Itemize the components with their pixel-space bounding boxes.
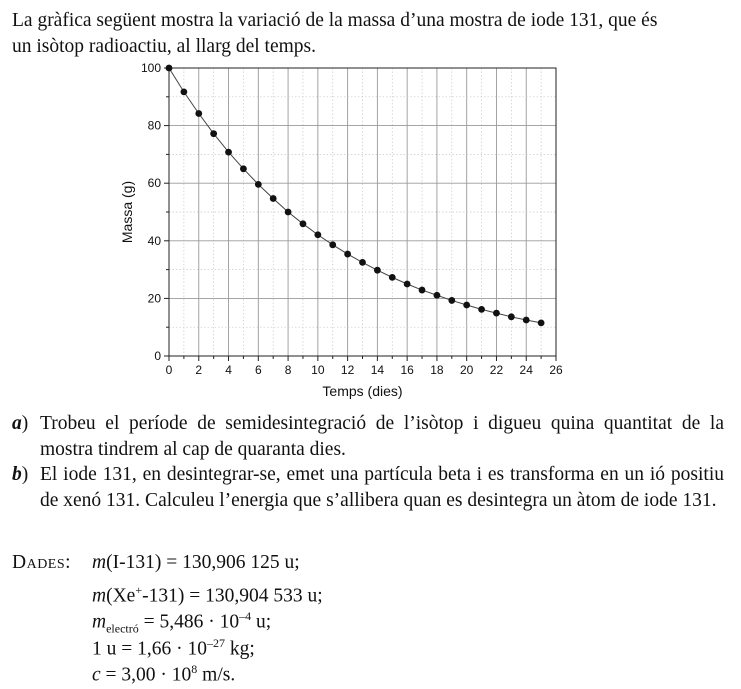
y-tick-label: 100 [140, 62, 161, 75]
y-tick-label: 40 [147, 233, 161, 248]
data-point [285, 209, 292, 216]
data-point [255, 181, 262, 188]
data-rows [92, 550, 323, 686]
data-point [538, 319, 545, 326]
y-tick-labels [141, 62, 161, 363]
data-point [448, 297, 455, 304]
intro-line-1: La gràfica següent mostra la variació de la massa d’una mostra de iode 131, que és [12, 10, 658, 31]
data-point [195, 110, 202, 117]
data-row-mass-xe131: m(Xe+-131) = 130,904 533 u; [92, 582, 323, 606]
y-tick-label: 20 [147, 291, 161, 306]
data-point [478, 306, 485, 313]
data-row-amu: 1 $u = 1,66 \cdot 10^{-27}$ kg; [92, 635, 255, 659]
data-heading: Dades: [12, 552, 72, 573]
x-tick-label: 18 [430, 363, 444, 377]
x-tick-label: 26 [549, 363, 563, 377]
data-row-light-speed: $c = 3,00 \cdot 10^8$ m/s. [92, 662, 236, 686]
data-point [180, 89, 187, 96]
y-tick-label: 80 [147, 118, 161, 133]
x-axis-title: Temps (dies) [322, 383, 403, 399]
data-point [225, 149, 232, 156]
x-tick-label: 4 [225, 363, 232, 377]
data-point [270, 195, 277, 202]
y-tick-label: 60 [147, 176, 161, 191]
x-tick-label: 10 [311, 363, 325, 377]
data-point [493, 310, 500, 317]
data-point [166, 65, 173, 72]
question-a-label: a [12, 413, 22, 434]
x-tick-label: 2 [195, 363, 203, 377]
x-tick-label: 0 [165, 363, 173, 377]
axis-ticks [164, 68, 556, 361]
intro-line-2: un isòtop radioactiu, al llarg del temps. [12, 36, 316, 57]
data-row-mass-i131: m(I-131) = 130,906 125 u; [92, 552, 300, 573]
data-point [240, 165, 247, 172]
question-b-text: El iode 131, en desintegrar-se, emet una partícula beta i es transforma en un ió positiu de xenó 131. Calculeu l’energia que s’allibera quan es desintegra un àtom de iode 131. [40, 464, 724, 511]
data-point [508, 313, 515, 320]
data-row-mass-electron: $m_{electró} = 5,486 \cdot 10^{-4}$ u; [92, 609, 272, 636]
question-a-paren: ) [21, 413, 29, 434]
x-tick-label: 22 [489, 363, 504, 377]
data-point [419, 287, 426, 294]
x-tick-label: 14 [370, 363, 385, 377]
x-tick-label: 6 [254, 363, 262, 377]
x-tick-label: 20 [460, 363, 474, 377]
question-b-label: b [12, 464, 22, 485]
question-a [12, 411, 724, 463]
data-point [359, 259, 366, 266]
question-b [12, 462, 724, 514]
x-tick-label: 12 [340, 363, 355, 377]
data-point [344, 251, 351, 258]
x-tick-label: 24 [519, 363, 533, 377]
data-point [329, 241, 336, 248]
decay-curve [169, 68, 541, 323]
data-point [463, 302, 470, 309]
data-point [374, 267, 381, 274]
data-point [404, 281, 411, 288]
data-point [523, 317, 530, 324]
decay-chart [110, 62, 580, 402]
data-point [300, 220, 307, 227]
data-point [389, 274, 396, 281]
question-b-paren: ) [21, 464, 29, 485]
x-tick-label: 8 [284, 363, 292, 377]
data-points [166, 65, 545, 327]
data-point [210, 130, 217, 137]
x-tick-labels [166, 363, 563, 377]
question-a-text: Trobeu el període de semidesintegració de l’isòtop i digueu quina quantitat de la mostra tindrem al cap de quaranta dies. [40, 413, 724, 460]
data-point [434, 292, 441, 299]
intro-text [12, 8, 727, 60]
y-axis-title: Massa (g) [119, 180, 135, 244]
y-tick-label: 0 [154, 349, 161, 363]
data-point [314, 231, 321, 238]
x-tick-label: 16 [400, 363, 414, 377]
